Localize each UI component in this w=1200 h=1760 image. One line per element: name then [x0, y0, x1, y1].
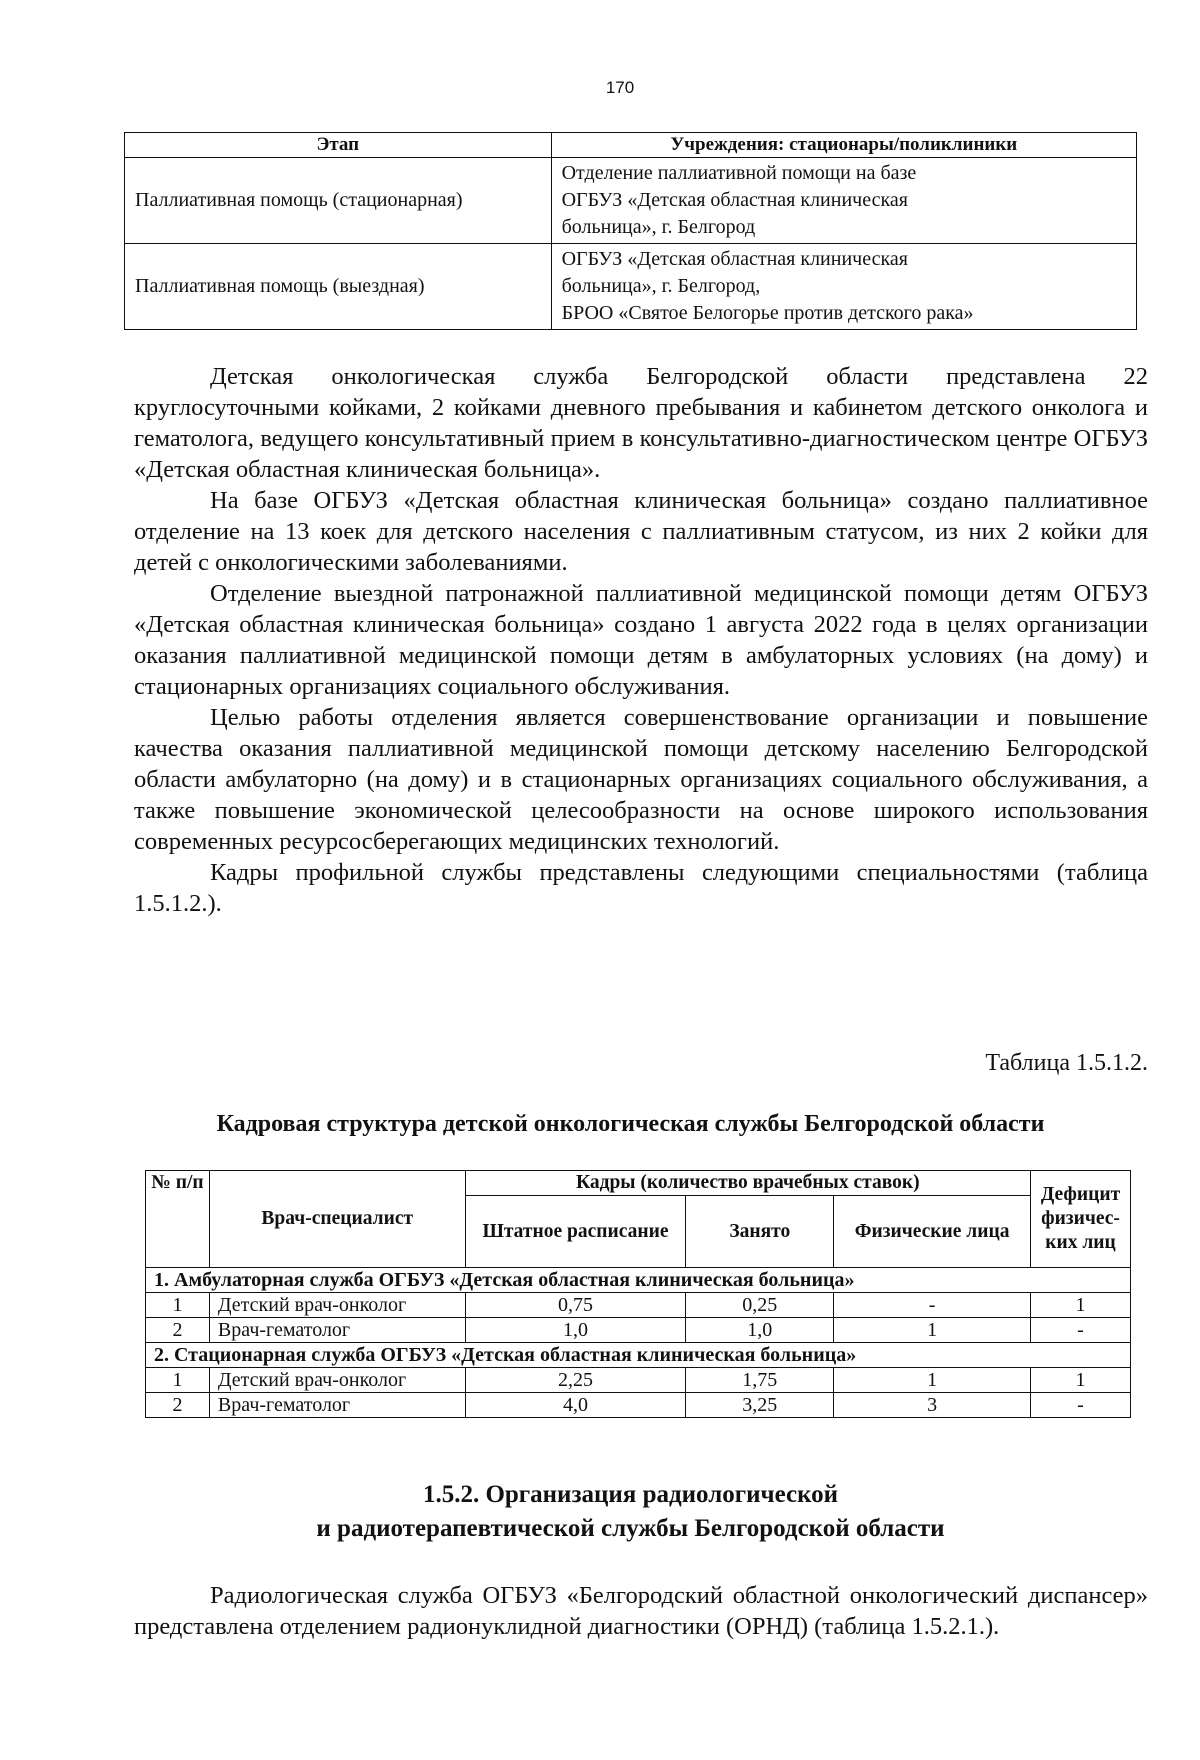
stage-cell: Паллиативная помощь (стационарная) [125, 158, 552, 244]
table-title: Кадровая структура детской онкологическая службы Белгородской области [216, 1111, 1045, 1137]
paragraph: Целью работы отделения является совершенствование организации и повышение качества оказания паллиативной медицинской помощи детскому населению Белгородской области амбулаторно (на дому) и в стационарных организациях социального обслуживания, а также повышение экономической целесообразности на основе широкого использования современных ресурсосберегающих медицинских технологий. [134, 704, 1148, 855]
table-row [146, 1393, 1131, 1418]
column-header-stage: Этап [125, 133, 552, 158]
occupied-cell: 3,25 [686, 1393, 834, 1418]
section-heading-line: и радиотерапевтической службы Белгородской области [316, 1515, 945, 1542]
occupied-cell: 0,25 [686, 1293, 834, 1318]
institution-cell [551, 158, 1136, 244]
institution-line: ОГБУЗ «Детская областная клиническая [561, 189, 908, 211]
institution-line: больница», г. Белгород [561, 216, 756, 238]
column-header-staff: Штатное расписание [465, 1196, 686, 1268]
stage-cell: Паллиативная помощь (выездная) [125, 244, 552, 330]
staff-cell: 4,0 [465, 1393, 686, 1418]
section-title: 2. Стационарная служба ОГБУЗ «Детская областная клиническая больница» [146, 1343, 1131, 1368]
specialist-cell: Детский врач-онколог [209, 1293, 465, 1318]
paragraph: Детская онкологическая служба Белгородской области представлена 22 круглосуточными койками, 2 койками дневного пребывания и кабинетом детского онколога и гематолога, ведущего консультативный прием в консультативно-диагностическом центре ОГБУЗ «Детская областная клиническая больница». [134, 363, 1148, 483]
physical-cell: - [834, 1293, 1031, 1318]
staff-cell: 0,75 [465, 1293, 686, 1318]
paragraph: Отделение выездной патронажной паллиативной медицинской помощи детям ОГБУЗ «Детская областная клиническая больница» создано 1 августа 2022 года в целях организации оказания паллиативной медицинской помощи детям в амбулаторных условиях (на дому) и стационарных организациях социального обслуживания. [134, 580, 1148, 700]
deficit-cell: 1 [1031, 1368, 1131, 1393]
section-row [146, 1268, 1131, 1293]
occupied-cell: 1,0 [686, 1318, 834, 1343]
row-num: 2 [146, 1393, 210, 1418]
page-number: 170 [605, 78, 635, 97]
row-num: 2 [146, 1318, 210, 1343]
section-row [146, 1343, 1131, 1368]
specialist-cell: Врач-гематолог [209, 1318, 465, 1343]
section-title: 1. Амбулаторная служба ОГБУЗ «Детская областная клиническая больница» [146, 1268, 1131, 1293]
institution-cell [551, 244, 1136, 330]
column-header-physical: Физические лица [834, 1196, 1031, 1268]
row-num: 1 [146, 1293, 210, 1318]
physical-cell: 3 [834, 1393, 1031, 1418]
table-row [146, 1318, 1131, 1343]
paragraph: На базе ОГБУЗ «Детская областная клиническая больница» создано паллиативное отделение на 13 коек для детского населения с паллиативным статусом, из них 2 койки для детей с онкологическими заболеваниями. [134, 487, 1148, 576]
specialist-cell: Детский врач-онколог [209, 1368, 465, 1393]
column-header-group: Кадры (количество врачебных ставок) [465, 1171, 1030, 1196]
occupied-cell: 1,75 [686, 1368, 834, 1393]
row-num: 1 [146, 1368, 210, 1393]
specialist-cell: Врач-гематолог [209, 1393, 465, 1418]
table-header-row [125, 133, 1137, 158]
physical-cell: 1 [834, 1368, 1031, 1393]
table-row [146, 1368, 1131, 1393]
column-header-occupied: Занято [686, 1196, 834, 1268]
institution-line: больница», г. Белгород, [561, 275, 761, 297]
staff-cell: 1,0 [465, 1318, 686, 1343]
column-header-institutions: Учреждения: стационары/поликлиники [551, 133, 1136, 158]
table-header-row [146, 1171, 1131, 1196]
staffing-table [145, 1170, 1131, 1418]
table-label: Таблица 1.5.1.2. [985, 1050, 1148, 1076]
column-header-deficit: Дефицит физичес-ких лиц [1031, 1171, 1131, 1268]
institutions-table [124, 132, 1137, 330]
table-row [125, 244, 1137, 330]
section-heading [124, 1478, 1137, 1546]
paragraph: Кадры профильной службы представлены следующими специальностями (таблица 1.5.1.2.). [134, 859, 1148, 917]
paragraph: Радиологическая служба ОГБУЗ «Белгородский областной онкологический диспансер» представлена отделением радионуклидной диагностики (ОРНД) (таблица 1.5.2.1.). [134, 1582, 1148, 1640]
table-row [125, 158, 1137, 244]
column-header-specialist: Врач-специалист [209, 1171, 465, 1268]
physical-cell: 1 [834, 1318, 1031, 1343]
institution-line: ОГБУЗ «Детская областная клиническая [561, 248, 908, 270]
deficit-cell: 1 [1031, 1293, 1131, 1318]
deficit-cell: - [1031, 1393, 1131, 1418]
section-heading-line: 1.5.2. Организация радиологической [422, 1481, 839, 1508]
body-text [134, 361, 1148, 919]
table-row [146, 1293, 1131, 1318]
institution-line: Отделение паллиативной помощи на базе [561, 162, 917, 184]
column-header-num: № п/п [146, 1171, 210, 1268]
institution-line: БРОО «Святое Белогорье против детского рака» [561, 302, 974, 324]
deficit-cell: - [1031, 1318, 1131, 1343]
body-text [134, 1580, 1148, 1642]
staff-cell: 2,25 [465, 1368, 686, 1393]
